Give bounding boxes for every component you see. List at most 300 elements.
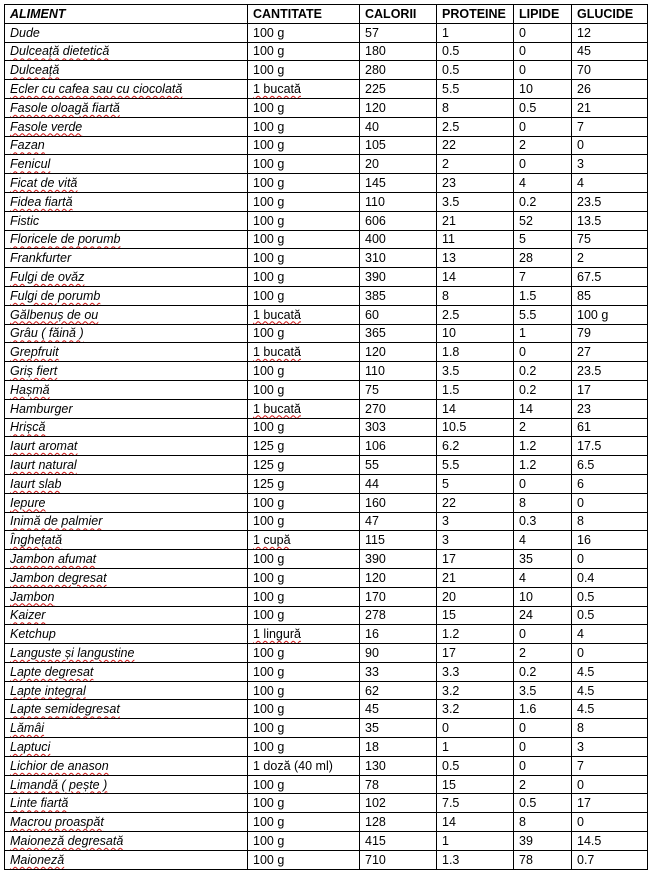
cell-glucide: 13.5 bbox=[572, 211, 648, 230]
cell-aliment: Grâu ( făină ) bbox=[5, 324, 248, 343]
cell-calorii: 45 bbox=[360, 700, 437, 719]
cell-aliment: Limandă ( pește ) bbox=[5, 775, 248, 794]
table-row bbox=[5, 756, 648, 775]
cell-glucide: 0 bbox=[572, 813, 648, 832]
cell-calorii: 120 bbox=[360, 568, 437, 587]
cell-calorii: 75 bbox=[360, 380, 437, 399]
cell-glucide: 4.5 bbox=[572, 681, 648, 700]
cell-lipide: 0.5 bbox=[514, 98, 572, 117]
cell-proteine: 1.5 bbox=[437, 380, 514, 399]
cell-lipide: 0.5 bbox=[514, 794, 572, 813]
cell-glucide: 0 bbox=[572, 493, 648, 512]
table-row bbox=[5, 606, 648, 625]
cell-lipide: 0 bbox=[514, 23, 572, 42]
cell-lipide: 3.5 bbox=[514, 681, 572, 700]
cell-aliment: Fidea fiartă bbox=[5, 192, 248, 211]
cell-calorii: 310 bbox=[360, 249, 437, 268]
cell-aliment: Fistic bbox=[5, 211, 248, 230]
table-row bbox=[5, 832, 648, 851]
table-row bbox=[5, 362, 648, 381]
cell-lipide: 0 bbox=[514, 117, 572, 136]
cell-lipide: 0 bbox=[514, 42, 572, 61]
cell-aliment: Jambon afumat bbox=[5, 550, 248, 569]
cell-aliment: Iaurt natural bbox=[5, 456, 248, 475]
cell-lipide: 8 bbox=[514, 493, 572, 512]
cell-glucide: 23.5 bbox=[572, 192, 648, 211]
cell-aliment: Lămâi bbox=[5, 719, 248, 738]
cell-cantitate: 100 g bbox=[248, 587, 360, 606]
header-row bbox=[5, 5, 648, 24]
table-row bbox=[5, 230, 648, 249]
cell-glucide: 100 g bbox=[572, 305, 648, 324]
cell-glucide: 3 bbox=[572, 738, 648, 757]
cell-glucide: 17 bbox=[572, 380, 648, 399]
cell-cantitate: 1 lingură bbox=[248, 625, 360, 644]
cell-aliment: Griș fiert bbox=[5, 362, 248, 381]
table-row bbox=[5, 343, 648, 362]
cell-cantitate: 1 cupă bbox=[248, 531, 360, 550]
table-row bbox=[5, 324, 648, 343]
cell-proteine: 21 bbox=[437, 568, 514, 587]
cell-proteine: 13 bbox=[437, 249, 514, 268]
cell-glucide: 6 bbox=[572, 474, 648, 493]
cell-calorii: 102 bbox=[360, 794, 437, 813]
table-row bbox=[5, 493, 648, 512]
cell-proteine: 8 bbox=[437, 286, 514, 305]
cell-glucide: 0.5 bbox=[572, 587, 648, 606]
cell-aliment: Fasole oloagă fiartă bbox=[5, 98, 248, 117]
table-row bbox=[5, 700, 648, 719]
cell-glucide: 70 bbox=[572, 61, 648, 80]
cell-aliment: Iaurt aromat bbox=[5, 437, 248, 456]
cell-calorii: 44 bbox=[360, 474, 437, 493]
cell-cantitate: 100 g bbox=[248, 681, 360, 700]
cell-cantitate: 100 g bbox=[248, 418, 360, 437]
cell-glucide: 16 bbox=[572, 531, 648, 550]
cell-aliment: Înghețată bbox=[5, 531, 248, 550]
cell-lipide: 4 bbox=[514, 531, 572, 550]
table-row bbox=[5, 286, 648, 305]
cell-glucide: 4 bbox=[572, 625, 648, 644]
cell-lipide: 0 bbox=[514, 155, 572, 174]
cell-calorii: 270 bbox=[360, 399, 437, 418]
cell-cantitate: 100 g bbox=[248, 606, 360, 625]
cell-proteine: 17 bbox=[437, 644, 514, 663]
cell-glucide: 23 bbox=[572, 399, 648, 418]
cell-proteine: 2 bbox=[437, 155, 514, 174]
cell-glucide: 61 bbox=[572, 418, 648, 437]
cell-proteine: 2.5 bbox=[437, 117, 514, 136]
cell-proteine: 0.5 bbox=[437, 42, 514, 61]
cell-aliment: Inimă de palmier bbox=[5, 512, 248, 531]
cell-cantitate: 100 g bbox=[248, 850, 360, 869]
cell-glucide: 17 bbox=[572, 794, 648, 813]
cell-glucide: 3 bbox=[572, 155, 648, 174]
cell-calorii: 606 bbox=[360, 211, 437, 230]
cell-lipide: 1 bbox=[514, 324, 572, 343]
cell-proteine: 0.5 bbox=[437, 61, 514, 80]
cell-calorii: 130 bbox=[360, 756, 437, 775]
cell-cantitate: 125 g bbox=[248, 456, 360, 475]
cell-calorii: 78 bbox=[360, 775, 437, 794]
cell-calorii: 160 bbox=[360, 493, 437, 512]
cell-calorii: 278 bbox=[360, 606, 437, 625]
cell-aliment: Lapte semidegresat bbox=[5, 700, 248, 719]
cell-calorii: 110 bbox=[360, 192, 437, 211]
cell-aliment: Fulgi de ovăz bbox=[5, 268, 248, 287]
table-row bbox=[5, 437, 648, 456]
cell-lipide: 2 bbox=[514, 775, 572, 794]
cell-lipide: 1.6 bbox=[514, 700, 572, 719]
cell-cantitate: 125 g bbox=[248, 437, 360, 456]
table-row bbox=[5, 850, 648, 869]
cell-cantitate: 100 g bbox=[248, 249, 360, 268]
cell-cantitate: 100 g bbox=[248, 493, 360, 512]
cell-calorii: 90 bbox=[360, 644, 437, 663]
cell-glucide: 0 bbox=[572, 644, 648, 663]
cell-cantitate: 1 bucată bbox=[248, 399, 360, 418]
cell-aliment: Grepfruit bbox=[5, 343, 248, 362]
table-body bbox=[5, 23, 648, 869]
table-row bbox=[5, 136, 648, 155]
cell-aliment: Dude bbox=[5, 23, 248, 42]
cell-proteine: 14 bbox=[437, 399, 514, 418]
cell-calorii: 57 bbox=[360, 23, 437, 42]
cell-proteine: 15 bbox=[437, 606, 514, 625]
cell-proteine: 6.2 bbox=[437, 437, 514, 456]
cell-aliment: Dulceață bbox=[5, 61, 248, 80]
cell-aliment: Hamburger bbox=[5, 399, 248, 418]
cell-proteine: 3 bbox=[437, 512, 514, 531]
header-proteine: PROTEINE bbox=[437, 5, 514, 24]
table-row bbox=[5, 587, 648, 606]
cell-cantitate: 100 g bbox=[248, 738, 360, 757]
header-calorii: CALORII bbox=[360, 5, 437, 24]
cell-proteine: 3 bbox=[437, 531, 514, 550]
cell-proteine: 15 bbox=[437, 775, 514, 794]
cell-proteine: 11 bbox=[437, 230, 514, 249]
cell-proteine: 14 bbox=[437, 813, 514, 832]
cell-cantitate: 100 g bbox=[248, 42, 360, 61]
table-row bbox=[5, 775, 648, 794]
cell-glucide: 27 bbox=[572, 343, 648, 362]
cell-calorii: 16 bbox=[360, 625, 437, 644]
cell-proteine: 0 bbox=[437, 719, 514, 738]
cell-proteine: 1.8 bbox=[437, 343, 514, 362]
cell-calorii: 145 bbox=[360, 174, 437, 193]
cell-aliment: Gălbenuș de ou bbox=[5, 305, 248, 324]
cell-glucide: 8 bbox=[572, 719, 648, 738]
cell-cantitate: 100 g bbox=[248, 662, 360, 681]
cell-proteine: 1.3 bbox=[437, 850, 514, 869]
cell-calorii: 55 bbox=[360, 456, 437, 475]
cell-lipide: 0.3 bbox=[514, 512, 572, 531]
cell-proteine: 10 bbox=[437, 324, 514, 343]
table-row bbox=[5, 813, 648, 832]
cell-cantitate: 1 bucată bbox=[248, 80, 360, 99]
table-row bbox=[5, 249, 648, 268]
table-row bbox=[5, 399, 648, 418]
cell-lipide: 1.2 bbox=[514, 437, 572, 456]
cell-cantitate: 100 g bbox=[248, 286, 360, 305]
cell-proteine: 14 bbox=[437, 268, 514, 287]
cell-calorii: 415 bbox=[360, 832, 437, 851]
cell-glucide: 45 bbox=[572, 42, 648, 61]
cell-aliment: Hașmă bbox=[5, 380, 248, 399]
cell-cantitate: 100 g bbox=[248, 550, 360, 569]
cell-lipide: 1.5 bbox=[514, 286, 572, 305]
table-row bbox=[5, 268, 648, 287]
cell-lipide: 5 bbox=[514, 230, 572, 249]
cell-glucide: 79 bbox=[572, 324, 648, 343]
cell-aliment: Linte fiartă bbox=[5, 794, 248, 813]
cell-lipide: 0.2 bbox=[514, 662, 572, 681]
cell-cantitate: 100 g bbox=[248, 136, 360, 155]
header-glucide: GLUCIDE bbox=[572, 5, 648, 24]
cell-lipide: 39 bbox=[514, 832, 572, 851]
cell-calorii: 400 bbox=[360, 230, 437, 249]
cell-proteine: 3.3 bbox=[437, 662, 514, 681]
cell-aliment: Iepure bbox=[5, 493, 248, 512]
cell-glucide: 0.7 bbox=[572, 850, 648, 869]
cell-aliment: Frankfurter bbox=[5, 249, 248, 268]
cell-calorii: 390 bbox=[360, 550, 437, 569]
cell-lipide: 52 bbox=[514, 211, 572, 230]
cell-proteine: 5 bbox=[437, 474, 514, 493]
cell-cantitate: 100 g bbox=[248, 700, 360, 719]
table-row bbox=[5, 61, 648, 80]
cell-aliment: Jambon degresat bbox=[5, 568, 248, 587]
cell-cantitate: 100 g bbox=[248, 813, 360, 832]
cell-lipide: 78 bbox=[514, 850, 572, 869]
cell-calorii: 115 bbox=[360, 531, 437, 550]
cell-proteine: 2.5 bbox=[437, 305, 514, 324]
nutrition-table bbox=[4, 4, 648, 870]
cell-glucide: 8 bbox=[572, 512, 648, 531]
cell-aliment: Maioneză degresată bbox=[5, 832, 248, 851]
header-aliment: ALIMENT bbox=[5, 5, 248, 24]
cell-glucide: 0.4 bbox=[572, 568, 648, 587]
cell-lipide: 4 bbox=[514, 174, 572, 193]
cell-cantitate: 100 g bbox=[248, 174, 360, 193]
cell-calorii: 105 bbox=[360, 136, 437, 155]
cell-cantitate: 100 g bbox=[248, 775, 360, 794]
cell-proteine: 3.5 bbox=[437, 192, 514, 211]
cell-calorii: 106 bbox=[360, 437, 437, 456]
cell-proteine: 3.2 bbox=[437, 681, 514, 700]
cell-cantitate: 100 g bbox=[248, 644, 360, 663]
table-row bbox=[5, 568, 648, 587]
cell-aliment: Fasole verde bbox=[5, 117, 248, 136]
cell-calorii: 60 bbox=[360, 305, 437, 324]
cell-calorii: 280 bbox=[360, 61, 437, 80]
cell-proteine: 1.2 bbox=[437, 625, 514, 644]
table-row bbox=[5, 211, 648, 230]
cell-calorii: 33 bbox=[360, 662, 437, 681]
cell-aliment: Kaizer bbox=[5, 606, 248, 625]
cell-lipide: 0 bbox=[514, 61, 572, 80]
cell-cantitate: 1 bucată bbox=[248, 343, 360, 362]
cell-calorii: 18 bbox=[360, 738, 437, 757]
cell-lipide: 0 bbox=[514, 719, 572, 738]
cell-proteine: 1 bbox=[437, 738, 514, 757]
cell-calorii: 20 bbox=[360, 155, 437, 174]
cell-aliment: Fazan bbox=[5, 136, 248, 155]
cell-calorii: 128 bbox=[360, 813, 437, 832]
table-row bbox=[5, 625, 648, 644]
cell-glucide: 0 bbox=[572, 136, 648, 155]
cell-aliment: Ketchup bbox=[5, 625, 248, 644]
table-row bbox=[5, 418, 648, 437]
table-row bbox=[5, 192, 648, 211]
cell-lipide: 0.2 bbox=[514, 362, 572, 381]
cell-calorii: 110 bbox=[360, 362, 437, 381]
cell-aliment: Hrișcă bbox=[5, 418, 248, 437]
cell-lipide: 0 bbox=[514, 738, 572, 757]
cell-cantitate: 100 g bbox=[248, 362, 360, 381]
cell-aliment: Laptuci bbox=[5, 738, 248, 757]
cell-lipide: 1.2 bbox=[514, 456, 572, 475]
cell-glucide: 7 bbox=[572, 756, 648, 775]
table-row bbox=[5, 512, 648, 531]
table-row bbox=[5, 380, 648, 399]
cell-aliment: Lichior de anason bbox=[5, 756, 248, 775]
cell-proteine: 1 bbox=[437, 23, 514, 42]
cell-cantitate: 100 g bbox=[248, 380, 360, 399]
cell-lipide: 28 bbox=[514, 249, 572, 268]
cell-lipide: 2 bbox=[514, 418, 572, 437]
cell-proteine: 5.5 bbox=[437, 456, 514, 475]
cell-proteine: 7.5 bbox=[437, 794, 514, 813]
cell-lipide: 4 bbox=[514, 568, 572, 587]
cell-aliment: Fenicul bbox=[5, 155, 248, 174]
cell-lipide: 0.2 bbox=[514, 380, 572, 399]
table-row bbox=[5, 738, 648, 757]
cell-glucide: 0 bbox=[572, 775, 648, 794]
cell-lipide: 8 bbox=[514, 813, 572, 832]
cell-aliment: Ecler cu cafea sau cu ciocolată bbox=[5, 80, 248, 99]
cell-cantitate: 100 g bbox=[248, 512, 360, 531]
cell-cantitate: 100 g bbox=[248, 192, 360, 211]
cell-glucide: 12 bbox=[572, 23, 648, 42]
cell-glucide: 14.5 bbox=[572, 832, 648, 851]
cell-aliment: Jambon bbox=[5, 587, 248, 606]
table-row bbox=[5, 456, 648, 475]
cell-aliment: Languste și langustine bbox=[5, 644, 248, 663]
cell-glucide: 85 bbox=[572, 286, 648, 305]
cell-cantitate: 100 g bbox=[248, 568, 360, 587]
cell-calorii: 710 bbox=[360, 850, 437, 869]
cell-lipide: 0.2 bbox=[514, 192, 572, 211]
table-row bbox=[5, 155, 648, 174]
header-cantitate: CANTITATE bbox=[248, 5, 360, 24]
cell-calorii: 35 bbox=[360, 719, 437, 738]
cell-lipide: 10 bbox=[514, 80, 572, 99]
cell-glucide: 6.5 bbox=[572, 456, 648, 475]
table-row bbox=[5, 42, 648, 61]
cell-cantitate: 100 g bbox=[248, 211, 360, 230]
cell-lipide: 14 bbox=[514, 399, 572, 418]
table-row bbox=[5, 719, 648, 738]
cell-cantitate: 1 bucată bbox=[248, 305, 360, 324]
table-row bbox=[5, 117, 648, 136]
cell-proteine: 22 bbox=[437, 493, 514, 512]
cell-glucide: 4.5 bbox=[572, 700, 648, 719]
table-row bbox=[5, 681, 648, 700]
cell-glucide: 0 bbox=[572, 550, 648, 569]
cell-calorii: 120 bbox=[360, 98, 437, 117]
cell-proteine: 0.5 bbox=[437, 756, 514, 775]
cell-proteine: 3.2 bbox=[437, 700, 514, 719]
cell-calorii: 390 bbox=[360, 268, 437, 287]
table-row bbox=[5, 550, 648, 569]
cell-calorii: 40 bbox=[360, 117, 437, 136]
table-row bbox=[5, 662, 648, 681]
cell-glucide: 7 bbox=[572, 117, 648, 136]
cell-glucide: 23.5 bbox=[572, 362, 648, 381]
cell-glucide: 4 bbox=[572, 174, 648, 193]
cell-aliment: Dulceață dietetică bbox=[5, 42, 248, 61]
table-row bbox=[5, 474, 648, 493]
cell-aliment: Floricele de porumb bbox=[5, 230, 248, 249]
cell-cantitate: 100 g bbox=[248, 61, 360, 80]
cell-cantitate: 100 g bbox=[248, 230, 360, 249]
cell-calorii: 365 bbox=[360, 324, 437, 343]
cell-lipide: 7 bbox=[514, 268, 572, 287]
table-row bbox=[5, 23, 648, 42]
cell-proteine: 10.5 bbox=[437, 418, 514, 437]
cell-aliment: Iaurt slab bbox=[5, 474, 248, 493]
header-lipide: LIPIDE bbox=[514, 5, 572, 24]
cell-proteine: 22 bbox=[437, 136, 514, 155]
cell-glucide: 21 bbox=[572, 98, 648, 117]
cell-cantitate: 100 g bbox=[248, 268, 360, 287]
cell-proteine: 3.5 bbox=[437, 362, 514, 381]
cell-lipide: 0 bbox=[514, 474, 572, 493]
table-row bbox=[5, 174, 648, 193]
cell-lipide: 35 bbox=[514, 550, 572, 569]
cell-aliment: Lapte degresat bbox=[5, 662, 248, 681]
cell-calorii: 303 bbox=[360, 418, 437, 437]
cell-cantitate: 100 g bbox=[248, 155, 360, 174]
cell-proteine: 20 bbox=[437, 587, 514, 606]
cell-proteine: 23 bbox=[437, 174, 514, 193]
cell-calorii: 225 bbox=[360, 80, 437, 99]
cell-proteine: 8 bbox=[437, 98, 514, 117]
cell-calorii: 385 bbox=[360, 286, 437, 305]
cell-glucide: 2 bbox=[572, 249, 648, 268]
cell-aliment: Maioneză bbox=[5, 850, 248, 869]
table-row bbox=[5, 98, 648, 117]
cell-aliment: Lapte integral bbox=[5, 681, 248, 700]
cell-cantitate: 100 g bbox=[248, 324, 360, 343]
table-row bbox=[5, 305, 648, 324]
cell-calorii: 120 bbox=[360, 343, 437, 362]
cell-aliment: Ficat de vită bbox=[5, 174, 248, 193]
cell-proteine: 5.5 bbox=[437, 80, 514, 99]
table-row bbox=[5, 644, 648, 663]
cell-lipide: 5.5 bbox=[514, 305, 572, 324]
cell-glucide: 0.5 bbox=[572, 606, 648, 625]
table-row bbox=[5, 794, 648, 813]
cell-calorii: 180 bbox=[360, 42, 437, 61]
cell-lipide: 24 bbox=[514, 606, 572, 625]
cell-calorii: 62 bbox=[360, 681, 437, 700]
cell-glucide: 26 bbox=[572, 80, 648, 99]
cell-cantitate: 100 g bbox=[248, 98, 360, 117]
table-row bbox=[5, 531, 648, 550]
cell-proteine: 21 bbox=[437, 211, 514, 230]
